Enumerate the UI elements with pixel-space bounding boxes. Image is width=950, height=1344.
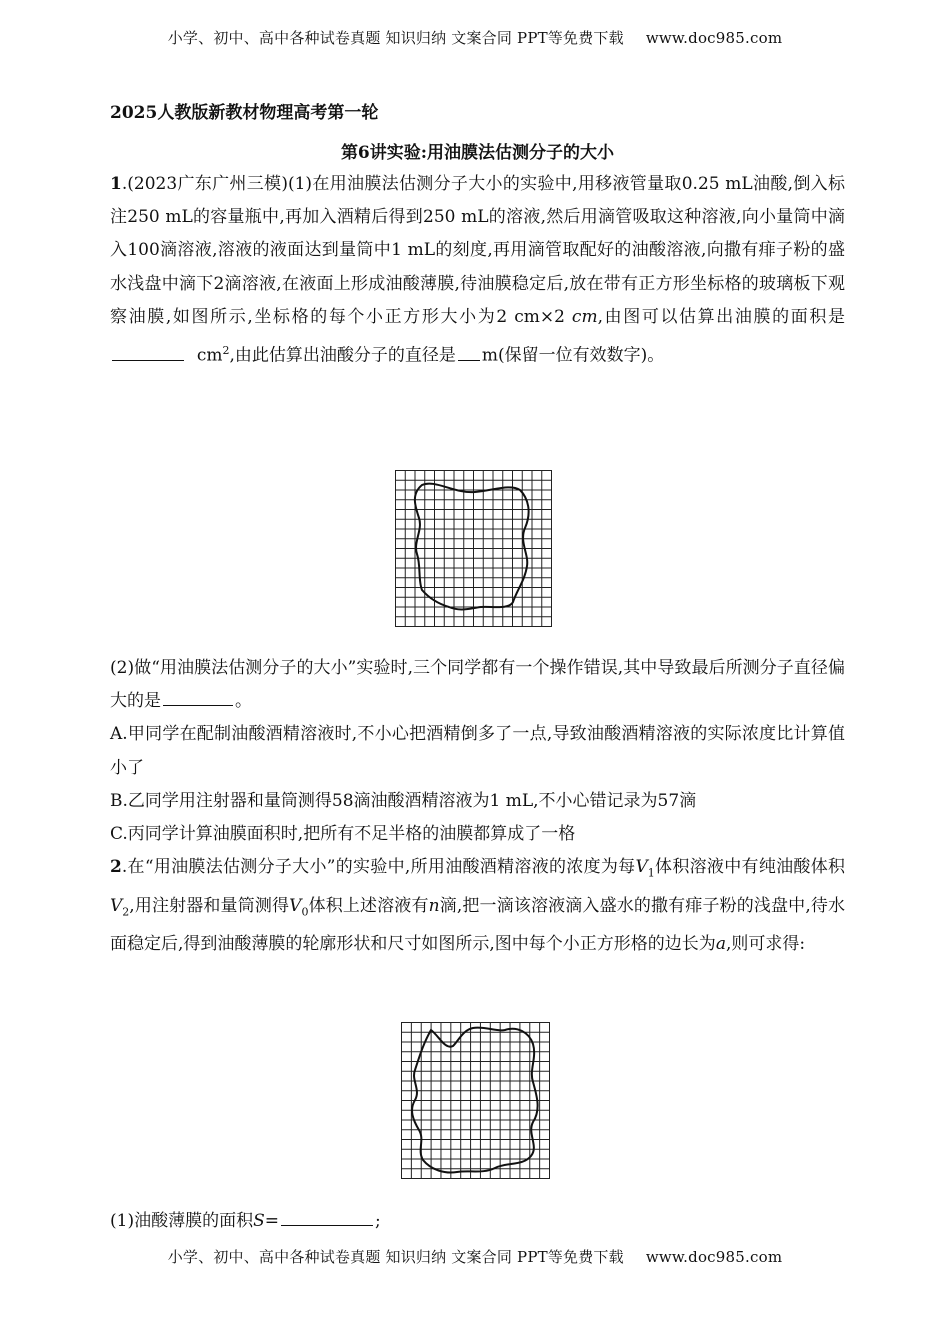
question-2-answer-1 [110, 1205, 845, 1238]
footer-text: 小学、初中、高中各种试卷真题 知识归纳 文案合同 PPT等免费下载 [167, 1248, 624, 1266]
q2-text-5: 滴,把一滴该溶液滴入盛水的撒有痱子粉的浅盘中,待水面稳定后,得到油酸薄膜的轮廓形状和尺寸如图所示,图中每个小正方形格的边长为 [110, 895, 846, 955]
q1-end-text: m(保留一位有效数字)。 [481, 345, 665, 366]
answer-blank-diameter[interactable] [458, 340, 480, 361]
q2-sub-1: 1 [647, 866, 655, 880]
q2-text-6: ,则可求得: [725, 934, 806, 955]
q2-sub-0: 0 [301, 905, 309, 919]
answer-blank-area[interactable] [112, 340, 184, 361]
q2-text-2: 体积溶液中有纯油酸体积 [654, 857, 845, 878]
option-a: A.甲同学在配制油酸酒精溶液时,不小心把酒精倒多了一点,导致油酸酒精溶液的实际浓度比计算值小了 [110, 724, 845, 778]
question-2-stem [110, 851, 845, 961]
answer-blank-option[interactable] [163, 685, 233, 706]
q2-sub-2: 2 [122, 905, 130, 919]
header-text: 小学、初中、高中各种试卷真题 知识归纳 文案合同 PPT等免费下载 [167, 29, 624, 47]
q1-part-2-stem [110, 652, 845, 718]
q2-answer-prefix: (1)油酸薄膜的面积 [110, 1211, 254, 1231]
q2-answer-end: ; [375, 1211, 381, 1231]
subject-title: 2025人教版新教材物理高考第一轮 [110, 103, 379, 123]
q2-text-3: ,用注射器和量筒测得 [129, 895, 290, 916]
option-c: C.丙同学计算油膜面积时,把所有不足半格的油膜都算成了一格 [110, 824, 576, 845]
oil-film-figure-1 [395, 470, 552, 627]
question-1-part-2 [110, 652, 845, 962]
lesson-title: 第6讲实验:用油膜法估测分子的大小 [340, 143, 615, 163]
q2-text-1: .在“用油膜法估测分子大小”的实验中,所用油酸酒精溶液的浓度为每 [121, 857, 636, 878]
answer-blank-film-area[interactable] [281, 1205, 373, 1226]
oil-film-outline-1 [415, 484, 529, 610]
q2-var-v0: V [289, 895, 302, 916]
header-url[interactable]: www.doc985.com [645, 29, 783, 47]
q2-text-4: 体积上述溶液有 [308, 895, 429, 916]
q1-unit-cm: cm [571, 306, 598, 327]
main-content [110, 98, 845, 373]
q2-var-s: S [253, 1211, 265, 1231]
footer-url[interactable]: www.doc985.com [645, 1248, 783, 1266]
page-header [0, 27, 950, 48]
q1-tail-text: ,由此估算出油酸分子的直径是 [229, 345, 456, 366]
question-1-number: 1 [110, 174, 122, 194]
q1-part-2-end: 。 [235, 691, 252, 712]
q2-equals: = [264, 1211, 279, 1231]
q1-unit-sup: 2 [222, 344, 230, 358]
oil-film-figure-2 [401, 1022, 550, 1179]
q2-answer-line [110, 1205, 845, 1238]
option-b: B.乙同学用注射器和量筒测得58滴油酸酒精溶液为1 mL,不小心错记录为57滴 [110, 790, 697, 811]
q1-intro-text: .(2023广东广州三模)(1)在用油膜法估测分子大小的实验中,用移液管量取0.25 mL油酸,倒入标注250 mL的容量瓶中,再加入酒精后得到250 mL的溶液,然后用滴管吸取这种溶液,向小量筒中滴入100滴溶液,溶液的液面达到量筒中1 mL的刻度,再用滴管取配好的油酸溶液,向撒有痱子粉的盛水浅盘中滴下2滴溶液,在液面上形成油酸薄膜,待油膜稳定后,放在带有正方形坐标格的玻璃板下观察油膜,如图所示,坐标格的每个小正方形大小为2 cm×2 [110, 174, 845, 327]
page-footer [0, 1246, 950, 1267]
q2-var-a: a [715, 934, 726, 955]
q1-unit-cm2: cm [196, 345, 223, 366]
q2-var-v2: V [110, 895, 123, 916]
q2-var-n: n [428, 895, 440, 916]
question-2-number: 2 [110, 857, 122, 878]
q1-mid-text: ,由图可以估算出油膜的面积是 [597, 306, 845, 327]
q1-part-2-text: (2)做“用油膜法估测分子的大小”实验时,三个同学都有一个操作错误,其中导致最后所测分子直径偏大的是 [110, 658, 845, 712]
q2-var-v1: V [635, 857, 648, 878]
question-1-part-1 [110, 168, 845, 373]
grid-lines-1 [395, 470, 552, 627]
